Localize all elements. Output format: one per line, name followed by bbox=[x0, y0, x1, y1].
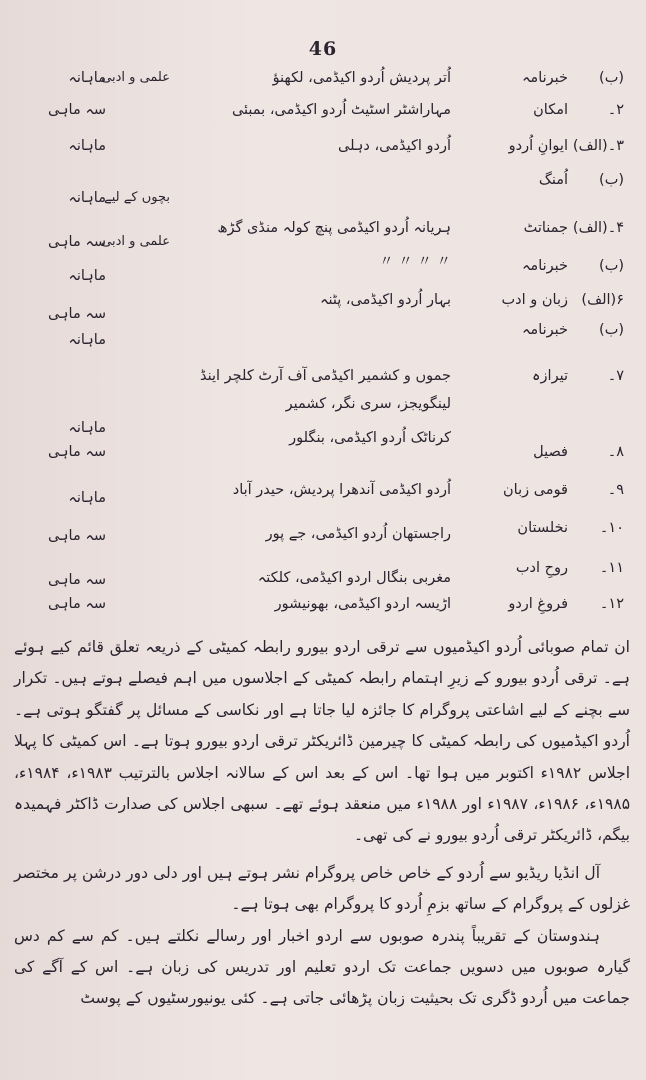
entry-number: ۷۔ bbox=[607, 368, 624, 384]
entry-frequency: سہ ماہی bbox=[47, 102, 106, 118]
entry-publisher: 〃 〃 〃 〃 bbox=[379, 254, 451, 270]
entry-publisher: جموں و کشمیر اکیڈمی آف آرٹ کلچر اینڈ bbox=[200, 368, 451, 384]
paragraph: ان تمام صوبائی اُردو اکیڈمیوں سے ترقی اردو بیورو رابطہ کمیٹی کے ذریعہ تعلق قائم کیے ہوئے ہے۔ ترقی اُردو بیورو کے زیرِ اہتمام رابطہ کمیٹی کے اجلاسوں میں اہم فیصلے ہوتے ہیں۔ تکرار سے بچنے کے لیے اشاعتی پروگرام کا جائزہ لیا جاتا ہے اور نکاسی کے مسائل پر گفتگو ہوتی ہے۔ اُردو اکیڈمیوں کی رابطہ کمیٹی کا چیرمین ڈائریکٹر ترقی اردو بیورو ہوتا ہے۔ اس کمیٹی کا پہلا اجلاس ۱۹۸۲ء اکتوبر میں ہوا تھا۔ اس کے بعد اس کے سالانہ اجلاس بالترتیب ۱۹۸۳ء، ۱۹۸۴ء، ۱۹۸۵ء، ۱۹۸۶ء، ۱۹۸۷ء اور ۱۹۸۸ء میں منعقد ہوئے تھے۔ سبھی اجلاس کی صدارت ڈاکٹر فہمیدہ بیگم، ڈائریکٹر ترقی اُردو بیورو نے کی تھی۔ bbox=[14, 638, 631, 845]
entry-publisher: اُتر پردیش اُردو اکیڈمی، لکھنؤ bbox=[272, 70, 451, 86]
entry-number: (ب) bbox=[599, 322, 624, 338]
entry-publisher: کرناٹک اُردو اکیڈمی، بنگلور bbox=[289, 430, 451, 446]
entry-publisher: مہاراشٹر اسٹیٹ اُردو اکیڈمی، بمبئی bbox=[231, 102, 451, 118]
entry-number: ۶(الف) bbox=[581, 292, 624, 308]
entry-note: بچوں کے لیے bbox=[104, 190, 170, 205]
entry-number: ۱۲۔ bbox=[599, 596, 624, 612]
entry-title: جمناتٹ bbox=[523, 220, 568, 236]
page-number: 46 bbox=[308, 38, 338, 60]
entry-publisher: ہریانہ اُردو اکیڈمی پنچ کولہ منڈی گڑھ bbox=[217, 220, 451, 236]
entry-frequency: سہ ماہی bbox=[47, 306, 106, 322]
paragraph: آل انڈیا ریڈیو سے اُردو کے خاص خاص پروگرام نشر ہوتے ہیں اور دلی دور درشن پر مختصر غزلوں کے پروگرام کے ساتھ بزمِ اُردو کا پروگرام بھی ہوتا ہے۔ bbox=[14, 863, 630, 914]
entry-publisher: اُردو اکیڈمی آندھرا پردیش، حیدر آباد bbox=[232, 482, 451, 498]
entry-frequency: ماہانہ bbox=[68, 70, 106, 86]
entry-number: ۸۔ bbox=[607, 444, 624, 460]
entry-title: فروغِ اردو bbox=[508, 596, 568, 612]
entry-title: خبرنامہ bbox=[521, 70, 568, 86]
entry-number: (ب) bbox=[599, 258, 624, 274]
entry-number: (ب) bbox=[599, 172, 624, 188]
entry-number: ۱۰۔ bbox=[599, 520, 624, 536]
entry-frequency: سہ ماہی bbox=[47, 444, 106, 460]
entry-number: ۳۔(الف) bbox=[572, 138, 624, 154]
entry-frequency: ماہانہ bbox=[68, 490, 106, 506]
entry-frequency: سہ ماہی bbox=[47, 528, 106, 544]
entry-publisher: راجستھان اُردو اکیڈمی، جے پور bbox=[265, 526, 451, 542]
entry-frequency: ماہانہ bbox=[68, 420, 106, 436]
entry-title: خبرنامہ bbox=[521, 322, 568, 338]
entry-title: ایوانِ اُردو bbox=[508, 138, 568, 154]
entry-title: خبرنامہ bbox=[521, 258, 568, 274]
paragraph: ہندوستان کے تقریباً پندرہ صوبوں سے اردو اخبار اور رسالے نکلتے ہیں۔ کم سے کم دس گیارہ صوبوں میں دسویں جماعت تک اردو تعلیم اور تدریس کی زبان ہے۔ اس کے آگے کی جماعت میں اُردو ڈگری تک بحیثیت زبان پڑھائی جاتی ہے۔ کئی یونیورسٹیوں کے پوسٹ bbox=[14, 926, 630, 1008]
entry-number: ۴۔(الف) bbox=[572, 220, 624, 236]
entry-title: قومی زبان bbox=[503, 482, 568, 498]
entry-title: امکان bbox=[533, 102, 568, 118]
entry-title: نخلستان bbox=[517, 520, 568, 536]
entry-title: فصیل bbox=[533, 444, 568, 460]
entry-number: (ب) bbox=[599, 70, 624, 86]
entry-publisher: لینگویجز، سری نگر، کشمیر bbox=[285, 396, 451, 412]
entry-frequency: ماہانہ bbox=[68, 268, 106, 284]
entry-note: علمی و ادبی bbox=[101, 70, 170, 85]
entry-note: علمی و ادبی bbox=[101, 234, 170, 249]
entry-title: تیرازہ bbox=[532, 368, 568, 384]
body-text bbox=[14, 632, 630, 1015]
entry-publisher: اڑیسہ اردو اکیڈمی، بھونیشور bbox=[274, 596, 451, 612]
entry-title: روحِ ادب bbox=[515, 560, 568, 576]
entry-frequency: سہ ماہی bbox=[47, 596, 106, 612]
entry-number: ۱۱۔ bbox=[599, 560, 624, 576]
entry-frequency: ماہانہ bbox=[68, 190, 106, 206]
entry-title: اُمنگ bbox=[538, 172, 568, 188]
entry-publisher: مغربی بنگال اردو اکیڈمی، کلکتہ bbox=[257, 570, 451, 586]
entry-frequency: سہ ماہی bbox=[47, 234, 106, 250]
entry-number: ۲۔ bbox=[607, 102, 624, 118]
entry-frequency: ماہانہ bbox=[68, 138, 106, 154]
entry-frequency: سہ ماہی bbox=[47, 572, 106, 588]
entry-title: زبان و ادب bbox=[501, 292, 568, 308]
entry-publisher: بہار اُردو اکیڈمی، پٹنہ bbox=[319, 292, 451, 308]
entry-publisher: اُردو اکیڈمی، دہلی bbox=[338, 138, 451, 154]
entry-frequency: ماہانہ bbox=[68, 332, 106, 348]
entry-number: ۹۔ bbox=[607, 482, 624, 498]
